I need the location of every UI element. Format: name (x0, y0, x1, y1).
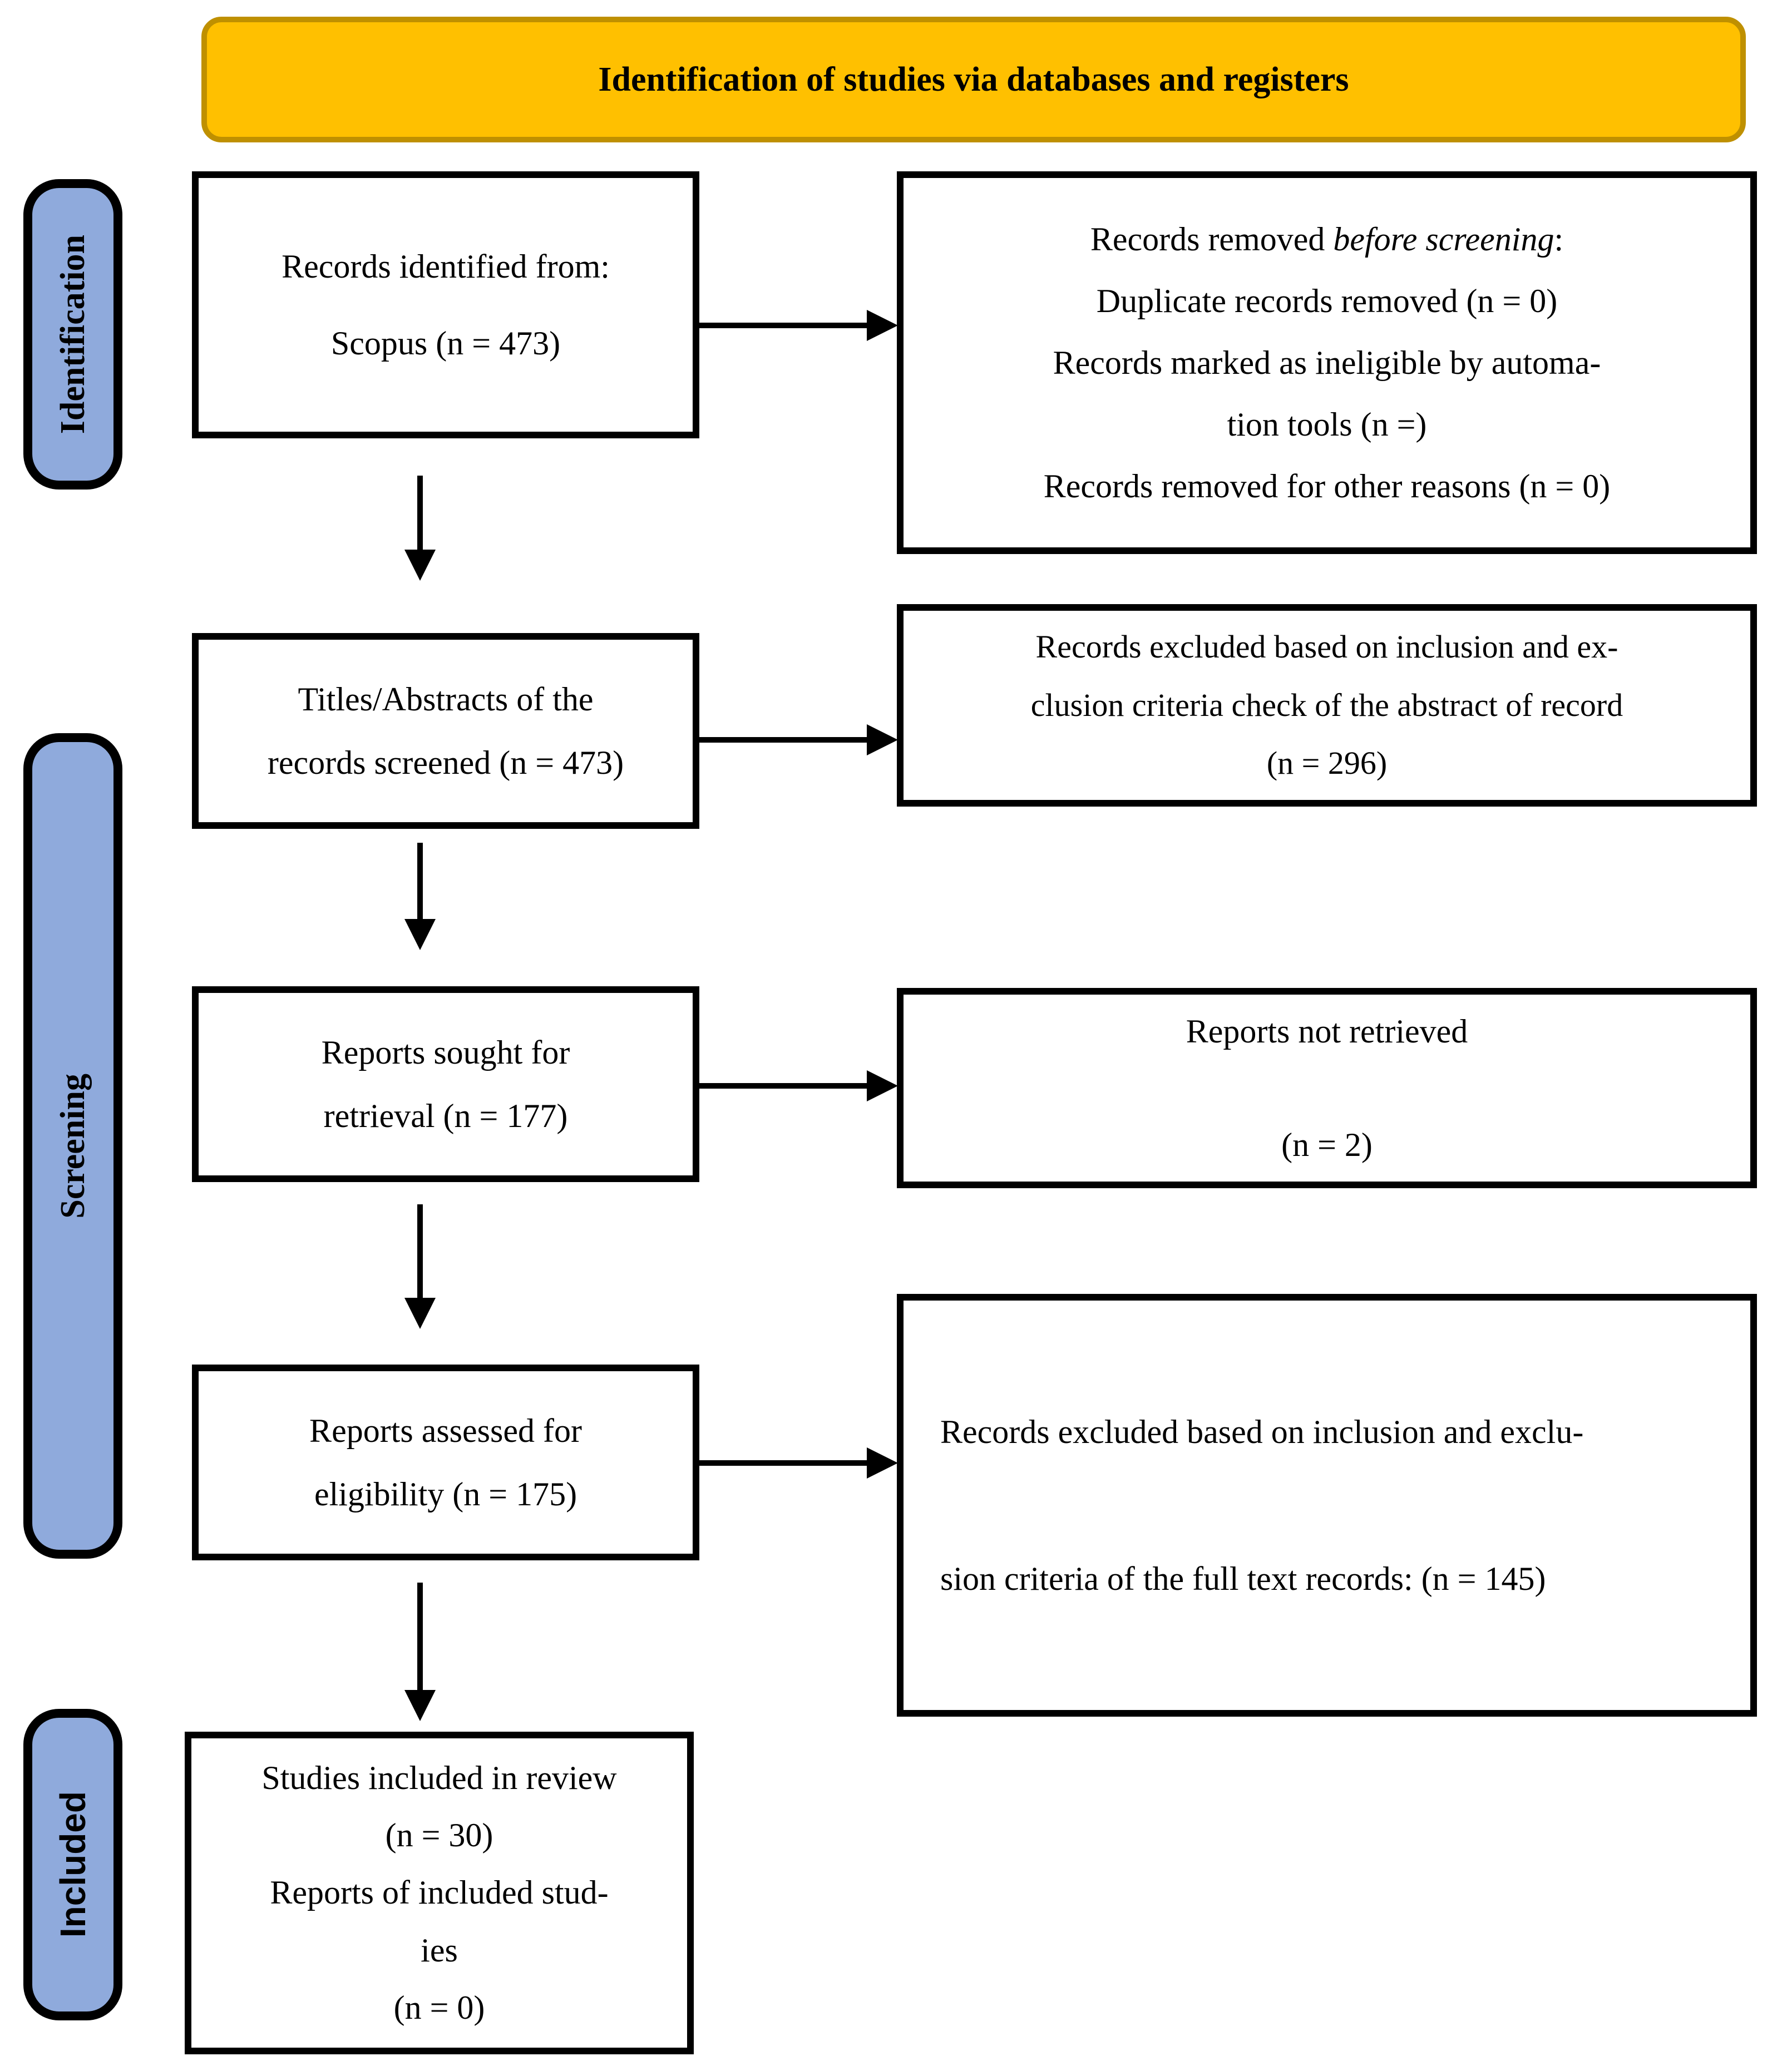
arrow-down-4-head (404, 1690, 436, 1721)
box-reports-assessed (192, 1365, 699, 1560)
arrow-right-2-stem (699, 737, 868, 743)
banner (201, 17, 1746, 142)
arrow-down-4-stem (417, 1583, 423, 1691)
box-records-removed-text (904, 209, 1750, 517)
arrow-right-1-stem (699, 323, 868, 328)
box-studies-included (185, 1732, 694, 2054)
records-removed-intro-suffix: : (1554, 220, 1564, 258)
arrow-right-3-head (867, 1070, 898, 1101)
arrow-right-1-head (867, 310, 898, 341)
stage-label-identification (23, 179, 122, 490)
arrow-right-3-stem (699, 1083, 868, 1089)
box-records-identified-text: Records identified from: Scopus (n = 473) (282, 248, 610, 362)
banner-title: Identification of studies via databases and registers (598, 60, 1349, 98)
records-removed-detail-lines: Duplicate records removed (n = 0) Records marked as ineligible by automa- tion tools (n =) Records removed for other reasons (n = 0) (1043, 282, 1611, 505)
arrow-down-1-head (404, 550, 436, 581)
box-records-excluded-full-text-lines: Records excluded based on inclusion and exclu- sion criteria of the full text records: (n = 145) (940, 1413, 1584, 1597)
box-records-removed-before-screening (897, 171, 1757, 554)
box-reports-not-retrieved (897, 988, 1757, 1188)
box-records-excluded-full-text (897, 1294, 1757, 1717)
box-reports-assessed-text: Reports assessed for eligibility (n = 175) (309, 1412, 582, 1513)
arrow-down-3-stem (417, 1204, 423, 1299)
stage-label-included (23, 1709, 122, 2020)
records-removed-intro-italic: before screening (1333, 220, 1554, 258)
box-records-identified (192, 171, 699, 438)
box-records-excluded-abstract-text: Records excluded based on inclusion and ex- clusion criteria check of the abstract of record (n = 296) (1030, 629, 1623, 782)
arrow-right-2-head (867, 724, 898, 755)
stage-label-included-text: Included (53, 1791, 93, 1938)
stage-label-identification-text: Identification (53, 234, 92, 434)
records-removed-intro-line (915, 209, 1739, 270)
stage-label-screening-text: Screening (53, 1073, 92, 1219)
box-studies-included-text: Studies included in review (n = 30) Reports of included stud- ies (n = 0) (261, 1759, 617, 2026)
box-records-excluded-abstract (897, 604, 1757, 807)
box-titles-abstracts-text: Titles/Abstracts of the records screened (n = 473) (267, 681, 624, 781)
arrow-down-2-head (404, 919, 436, 950)
box-reports-sought-text: Reports sought for retrieval (n = 177) (321, 1034, 570, 1134)
box-reports-sought (192, 986, 699, 1182)
arrow-right-4-head (867, 1447, 898, 1479)
arrow-down-3-head (404, 1298, 436, 1329)
box-titles-abstracts-screened (192, 633, 699, 829)
arrow-right-4-stem (699, 1460, 868, 1466)
box-reports-not-retrieved-text: Reports not retrieved (n = 2) (1186, 1013, 1468, 1163)
arrow-down-1-stem (417, 476, 423, 551)
arrow-down-2-stem (417, 843, 423, 921)
records-removed-intro-prefix: Records removed (1090, 220, 1334, 258)
stage-label-screening (23, 733, 122, 1559)
